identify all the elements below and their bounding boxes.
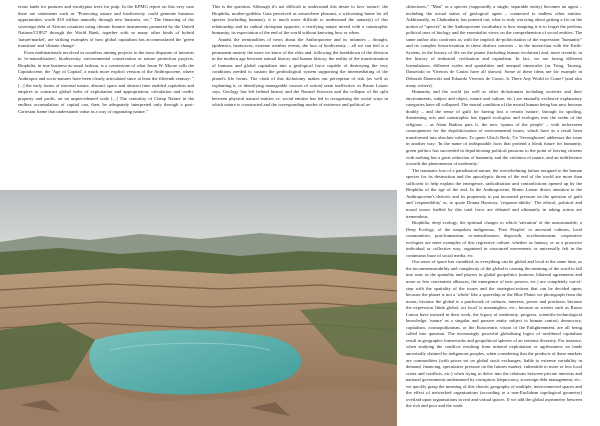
paragraph: Our sense of space has crumbled, as everything can be global and local at the same time, as the incommensurability and complexity of the global is causing the meaning of the word to fall into ruin; as the spatiality and players in global geopolitics (nations, bilateral agreements and more or less convenient alliances, the emergence of new powers, etc.) are completely out-of-step with the spatiality of the issues and the strategies/actions that can be decided upon; because the planet is not a 'whole' like a spaceship or the Blue Planet we photograph from the moon; because the global is a patchwork of cultures, interests, power and positions; because the expression 'think global, act local' is meaningless, etc.; because as writers such as Bruno Latour have insisted in their work, the legacy of modernity, progress, scientific-technological knowledge, 'nature' as a singular and passive entity subject to human control, democracy, capitalism, cosmopolitanism, or the Eurocentric vision of the Enlightenment, are all being called into question. The increasingly powerful globalising logics of neoliberal capitalism result in geographic frameworks and geopolitical spheres of an extreme diversity. For instance, when studying the conflicts resulting from mineral exploitation or agribusiness on lands ancestrally claimed by indigenous peoples, when considering that the products of these markets are commodities (with prices set on global stock exchanges, liable to extreme variability in demand, financing, speculative pressure on the futures market, vulnerable to more or less local crises and conflicts, etc.) when trying to delve into the relations between private interests and national governments undermined by corruption, kleptocracy, sovereign debt management, etc., we quickly grasp the meaning of this chaotic geography of multiple, interconnected spaces and the effect of networked organisations (according to a non-Euclidean topological geometry) overlaid upon organisations in real and virtual spaces. If we add the global asymmetry between the rich and poor and the weak <box>406 259 582 409</box>
paragraph: Amidst the terminalities of news about the Anthropocene and its infamies – drought, epidemics, heatwaves, extreme weather events, the loss of biodiversity – all we can feel is a permanent anxiety the more we know of the risks and, following the breakdown of the division in the modern age between natural history and human history, the reality of the transformation of humans and global capitalism into a geological force capable of destroying the very conditions needed to sustain the geobiological system supporting the intermediating of the planet's life forms. The clash of this dichotomy makes our perception of risk (as well as explaining it, or identifying manageable courses of action) seem ineffective, as Bruno Latour says. Geology has left behind history and the Natural Sciences and the collapse of the split between physical natural entities vs. social entities has led to recognising the social ways in which nature is constructed and the corresponding modes of existence and political ar- <box>212 36 388 108</box>
landscape-image <box>0 190 397 426</box>
paragraph: The traumatic loss of a paradisiacal nature, the overwhelming failure assigned to the human species for its destruction and the apocalyptic threat of the end of the world are more than sufficient to help explain the emergence, radicalisation and contradictions opened up by the Biophilia of the age of the end. In the Anthropocene, Bruno Latour draws attention to the Anthropocene's rhetoric and its propensity to put increased pressure on the question of guilt and 'responsibility' or, to quote Donna Haraway, 'response-ability'. The ethical, political and moral issues fuelled by this total force are debated and ultimately in taking action are tremendous. <box>406 167 582 219</box>
paragraph: From multinationals involved in countless mining projects to the most disparate of interests in 're-naturalisation', biodiversity, environmental conservation or nature protection projects. Biophilia, in true business-as-usual fashion, is a cornerstone of what Jason W. Moore calls the Capitalocene, the 'Age of Capital', a much more explicit version of the Anthropocene, where Anthropos and socio-natures have been clearly articulated since at least the fifteenth century: "[...] the early forms of external nature, abstract space and abstract time enabled capitalists and empires to construct global webs of exploitation and appropriation, calculation and credit, property and profit, on an unprecedented scale [...] The centrality of Cheap Nature in the endless accumulation of capital can, then, be adequately interpreted only through a post-Cartesian frame that understands value as a way of organizing nature." <box>18 49 194 114</box>
paragraph: erous lands for pastures and eucalyptus trees for pulp. In the KPMG report on this very case there are statements such as "Protecting nature and biodiversity could generate business opportunities worth $10 trillion annually through new business, etc." The financing of the sovereign debt of African countries using climate finance instruments promoted by the United Nations/COP27 through the World Bank, together with so many other kinds of hybrid 'nature/market', are striking examples of how global capitalism has accommodated the 'green transition' and 'climate change'. <box>18 4 194 49</box>
article-column-3 <box>406 4 582 419</box>
paragraph: Biophilia, deep ecology, the spiritual charges to which 'salvation' of the unsustainable, a Deep Ecology, of the unspoken indigenous, 'First Peoples' or ancestral cultures, local communities, post-humanism, re-naturalisation, degrowth, accelerationism, cooperative ecologies are mere examples of this regressive culture, whether as fantasy, or as a proactive individual or collective way, organized in structured movements or universally felt in the continuous buzz of social media, etc. <box>406 220 582 258</box>
paragraph: chitectures." "Man" as a species (supposedly a single, separable entity) becomes an agent – including the actual status of geological agent – connected to endless other entities. Additionally, as Chakrabarty has pointed out, what is truly worrying about getting a fix on the notion of "species" in the Anthropocene vocabulary is how tempting it is to forget the perilous political uses of biology and the essentialist views on the comprehension of social entities. The same author also confronts us with the implicit de-politicisation of the expression "humanity" and its complex historicisation in these distinct contexts – in the interaction with the Earth-System, in the history of life on the planet (including human evolution) and, more recently, in the history of industrial civilisation and capitalism. In fact, we are facing different formulations, different scales and spatialities and unequal timescales (as Tsing, Taussig, Danowski or Viveiros de Castro have all shown). Some of these ideas are for example in Deborah Danowski and Eduardo Viveiros de Castro, Is There Any World to Come? (and also many writers). <box>406 4 582 88</box>
paragraph: Humanity and the world (as well as other dichotomies including societies and their environments, subject and object, nature and culture, etc.) are mutually exclusive explanatory categories have all collapsed. The mortal condition of the mortal human being has now become doubly – and the sense of guilt for having lost a certain 'nature', through its spoiling, threatening acts and catastrophic has tipped ecologists and ecologies into the realm of the religious – as Alain Badiou puts it, the new 'opium of the people' – with unforeseen consequences for the depoliticisation of environmental issues, which have as a result been transformed into absolute values. To quote Ulrich Beck, 'Ce 'Sevengbosen' addresses the issue in another way: 'In the name of indisputable facts that portend a bleak future for humanity, green politics has succeeded in depoliticising political passions to the point of leaving citizens with nothing but a great reduction of humanity and the violation of nature, and an indifference towards the phenomenon of modernity.' <box>406 89 582 167</box>
article-column-1 <box>18 4 194 176</box>
mine-landscape-photo <box>0 190 397 426</box>
paragraph: This is the question. Although it's not difficult to understand this desire to love 'nature', the Biophilia, mother-goddess Gaia perceived as somewhere pleasant, a welcoming home for all species (including humans), it is much more difficult to understand the nature(s) of this relationship and its radical dystopian opposite, a terrifying nature mixed with a catastrophic humanity, its expectation of the end of the world without knowing how or when. <box>212 4 388 36</box>
turquoise-lake <box>89 330 301 395</box>
article-column-2 <box>212 4 388 176</box>
